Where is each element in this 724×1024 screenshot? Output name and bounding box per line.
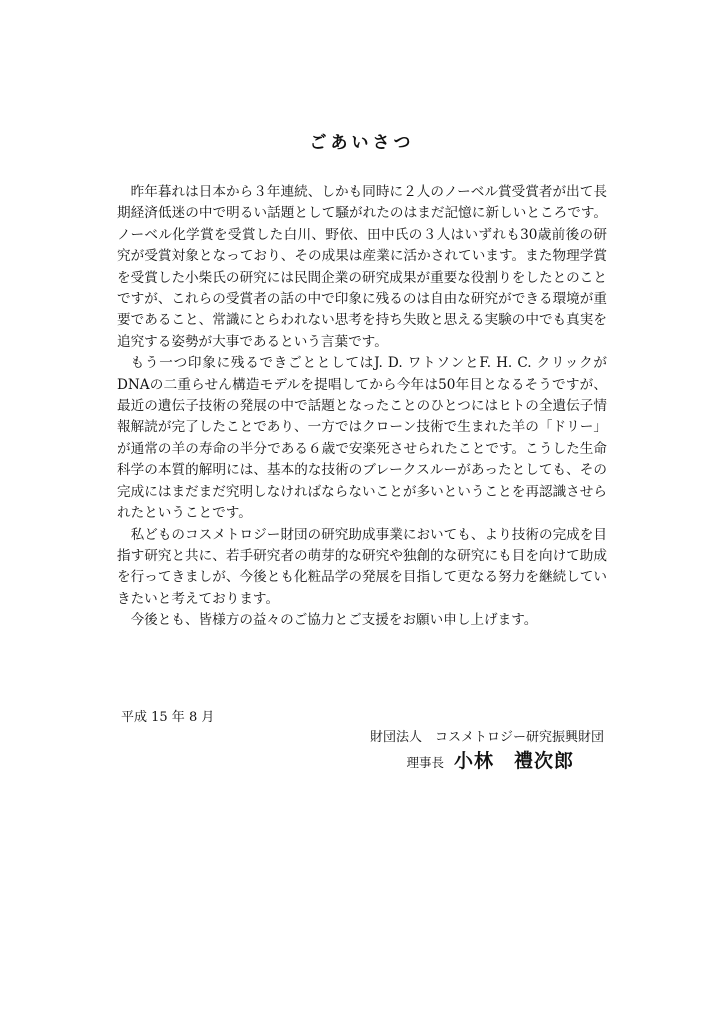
- signer-name: 小林 禮次郎: [453, 750, 574, 772]
- issue-date: 平成 15 年 8 月: [121, 710, 215, 725]
- signature-block: [406, 746, 574, 773]
- greeting-body: [117, 182, 607, 632]
- paragraph-3: 私どものコスメトロジー財団の研究助成事業においても、より技術の完成を目指す研究と共に、若手研究者の萌芽的な研究や独創的な研究にも目を向けて助成を行ってきましが、今後とも化粧品学の発展を目指して更なる努力を継続していきたいと考えております。: [117, 526, 607, 607]
- paragraph-1: 昨年暮れは日本から３年連続、しかも同時に２人のノーベル賞受賞者が出て長期経済低迷の中で明るい話題として騒がれたのはまだ記憶に新しいところです。ノーベル化学賞を受賞した白川、野依、田中氏の３人はいずれも30歳前後の研究が受賞対象となっており、その成果は産業に活かされています。また物理学賞を受賞した小柴氏の研究には民間企業の研究成果が重要な役割りをしたとのことですが、これらの受賞者の話の中で印象に残るのは自由な研究ができる環境が重要であること、常識にとらわれない思考を持ち失敗と思える実験の中でも真実を追究する姿勢が大事であるという言葉です。: [117, 184, 607, 350]
- paragraph-4: 今後とも、皆様方の益々のご協力とご支援をお願い申し上げます。: [130, 612, 538, 629]
- organization-name: 財団法人 コスメトロジー研究振興財団: [369, 730, 604, 745]
- page-title: ごあいさつ: [309, 133, 415, 153]
- paragraph-2: もう一つ印象に残るできごととしてはJ. D. ワトソンとF. H. C. クリックがDNAの二重らせん構造モデルを提唱してから今年は50年目となるそうですが、最近の遺伝子技術の発展の中で話題となったことのひとつにはヒトの全遺伝子情報解読が完了したことであり、一方ではクローン技術で生まれた羊の「ドリー」が通常の羊の寿命の半分である６歳で安楽死させられたことです。こうした生命科学の本質的解明には、基本的な技術のブレークスルーがあったとしても、その完成にはまだまだ究明しなければならないことが多いということを再認識させられたということです。: [117, 355, 607, 522]
- signer-role: 理事長: [406, 755, 444, 770]
